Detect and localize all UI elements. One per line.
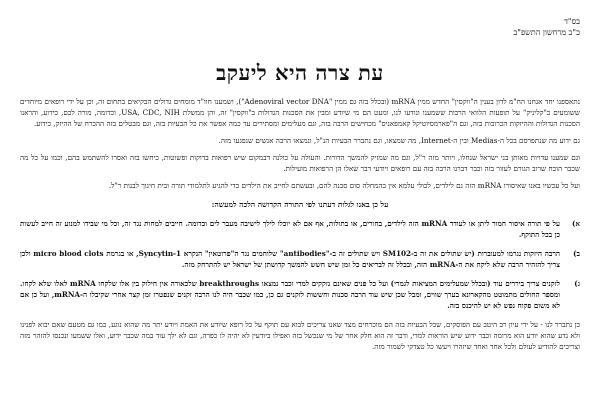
document-header [513, 16, 580, 38]
closing-paragraph: כן נתברר לנו - על ידי עיון רב היטב עם הפוסקים, שכל הבעיות בזה הם מוכרחים מצד שאנו צריכים לבוא עם תוקף על כל רופא שיודע את האמת ויודע יתר מה שהוא נוגע, כמו גם מטעם שאם יבוא לפנינו ולא נדע שהוא יודע הוא מרומה וכבר ידוע שיש הוראות למדי, ודבר זה הוא חלק אחר של מי שנכשל בזה ואפילו ביודעין לא יהיה לו כפרה, וגם לא ילך עוד במה שכבר ידוע, ואלו ששמעו ונכנסו להזהר מזה וצריכים להודיע לעולם ולכל אחד ואחד שיזהרו ויעשו כל טצדקי לשמור מזה. [20, 320, 580, 351]
list-item-text: הרבה היזקות נגרמו למעוברות (יש שתולים את זה ב-SM102 ויש שתולים זה ב-"antibodies" שלוחמים נגד ה"פרוטאין" הנקרא Syncytin-1, או בגרמת micro blood clots ולכן צריך להזהיר הרבה שלא ליקח את ה-mRNA הזה, ובכלל זה לבריאים כל זמן שיש חשש להמשך קדושתן של ישראל יש להתרחק מזה. [20, 249, 560, 269]
list-item [20, 278, 580, 311]
list-item-number: ב) [573, 249, 580, 258]
header-bsd: בס"ד [564, 17, 580, 26]
document-body [20, 96, 580, 358]
paragraph-2: גם ידוע מה שנתפרסם בכל ה-Medias ובין ה-Internet, מה שמצאו, וגם נתברר הבעיות הנ"ל, ונמצאו הרבה אנשים שנפגעו מזה. [218, 136, 580, 145]
subheading: על כן באנו לגלות דעתנו לפי התורה הקדושה הלכה למעשה: [211, 200, 389, 209]
paragraph-3: וגם שמענו עדויות מאותן בני ישראל שנחלו, ויותר מזה ר"ל, וגם מה שמזיק להמשך הדורות. והעולה על כולנה דבמקום שיש רפואות בדוקות ופשוטות, כיחשו בזה ואסרו להשתמש בהם, וכמו על כל מה שכבר הוכח שרוב הגורם לעזור בזה וכבר דברנו הרבה בזה עם רופאים ויודעי דבר שאלו הן הרפואות מועילות. [20, 153, 580, 173]
list-item-number: א) [571, 219, 580, 228]
header-date: כ"ב מרחשון התשפ"ב [513, 28, 580, 37]
list-item [20, 218, 580, 240]
list-item-number: ג) [574, 279, 580, 288]
list-item [20, 248, 580, 270]
paragraph-4: ועל כל עכשיו באנו שאיסורו mRNA הזה גם לילדים, לכולי עלמא אין בהמחלה סום סכנה להם, ובעשתם לחייב את הילדים כדי להגיע לתלמודי תורה ובית חינוך לבנות ר"ל. [108, 181, 580, 190]
list-item-text: לזקנים צריך ביררים עוד (ובכלל שמעלימים המציאות לגמרי) ועל כל פנים שאינם נזקקים למדי וכבר נמצאו breakthroughs שלכאורה אין חילוק בין אלו שלקחו mRNA לאלו שלא לקחו. ומספר החולים מתמוטט מהקארונא בערך שווים, ומבל שכן שיש עוד הרבה סכנות וחששות לזקנים גם כן, כמו שכבר היה לנו הרבה זקנים שנפטרו זמן קצר אחרי שקיבלו ה-mRNA, ועל כן אם לא משום פקוח נפש לא יש להיכנס בזה. [20, 279, 560, 310]
document-title: עת צרה היא ליעקב [216, 60, 384, 85]
paragraph-1: נתאספנו יחד אנחנו הח"מ לדון בענין ה"ווקסין" החדש ממין mRNA (ובכלל בזה גם ממין "Adenoviral vector DNA"), ושמענו חוו"ד מומחים גדולים הבקיאים בתחום זה, וכן על ידי רופאים מיוחדים ששומעים ב"קליניק" על תופעות הלוואי הרבות ששמענו ונודעו לנו, ומעט הם מי שיודע ומבין את הסכנות הגדולות ב"ווקסין" זה, והן ממשלת USA, CDC, NIH, וכדומה, מורה לכם, כידוע, והראנו הסכנות הגדולות וההיזקות הכרוכות בזה, וגם ה"פארמסיוטיקל קאמפאניס" מכחישים הרבה בזה, וגם מעלימים ומסתירים עד כמה אפשר את כל הבעיות בזה, וגם מבטלים בזה ההכרח של ההיזק, כידוע. [20, 97, 580, 128]
list-item-text: על פי תורה איסור חמור ליתן או לעודד mRNA הזה לילדים, בחורים, או בתולות, אף אם לא יוכלו לילך לישיבה מעבר לים וכדומה. חייבים למחות נגד זה, וכל מי שבידו למנוע זה חייב לעשות כן בכל התוקף. [20, 219, 560, 239]
